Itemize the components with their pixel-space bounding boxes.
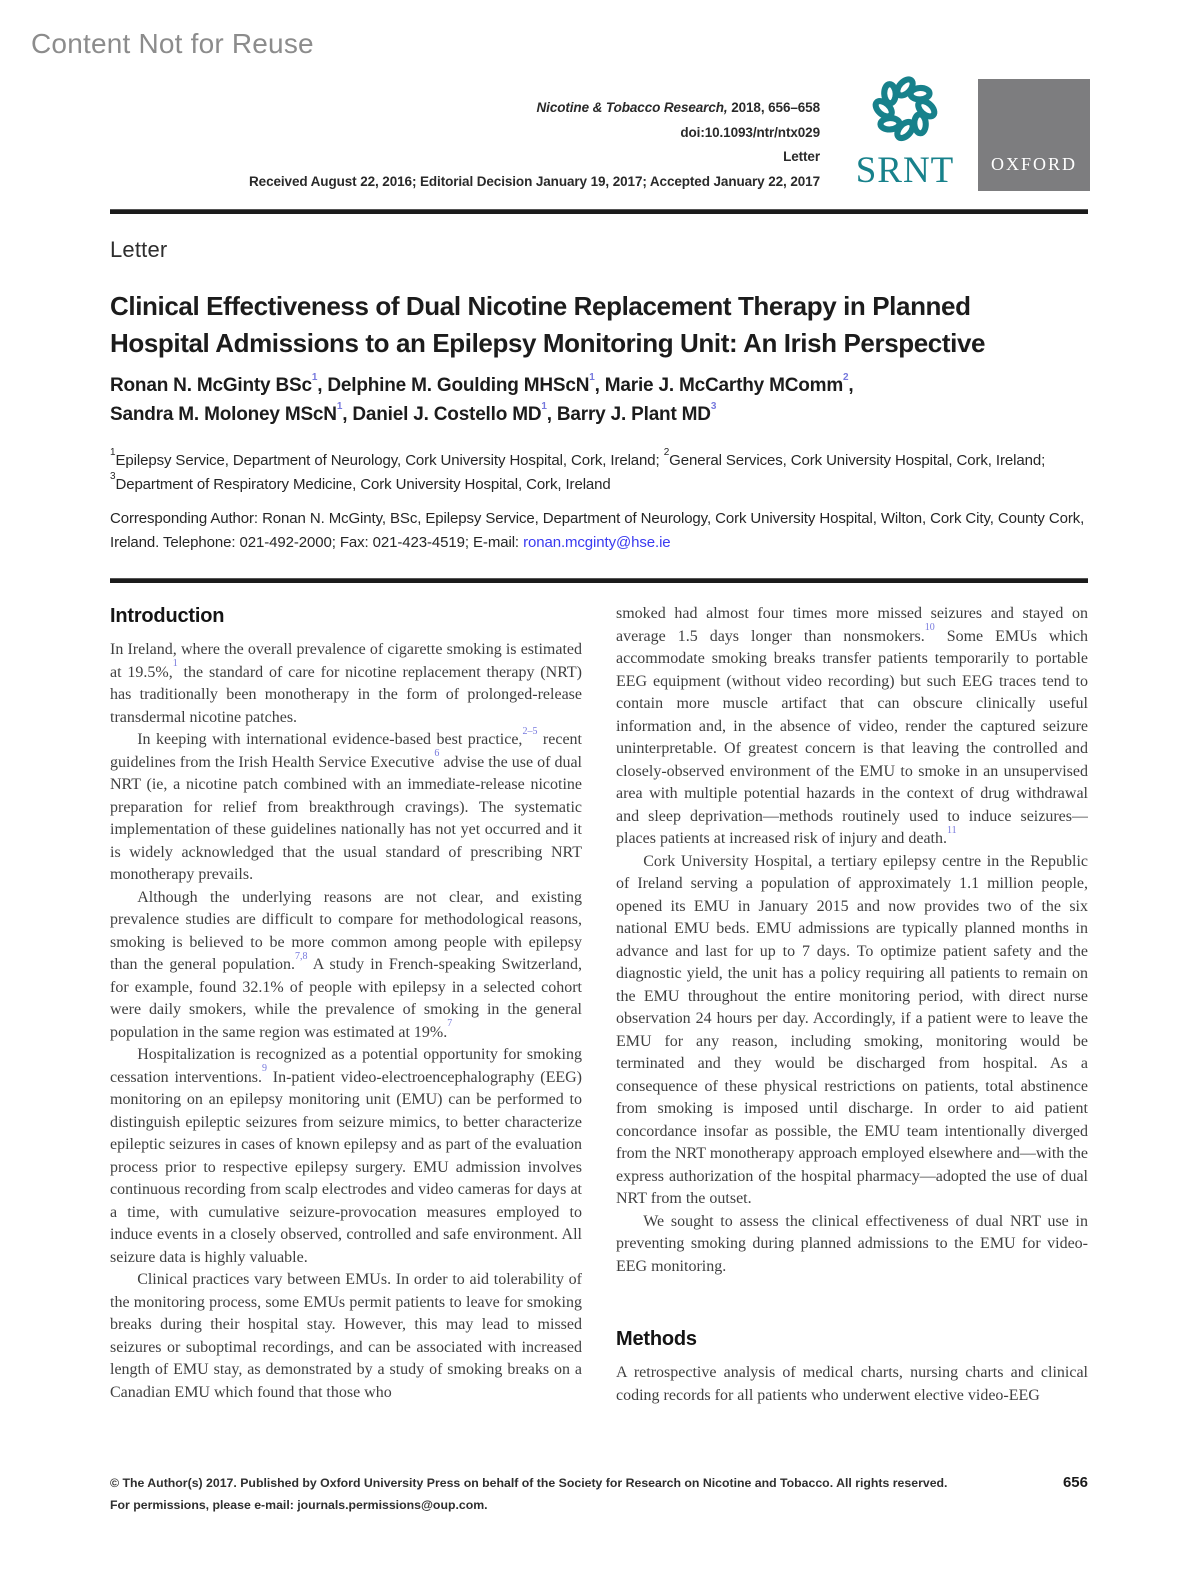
body-paragraph — [110, 887, 582, 1045]
text-run: Clinical practices vary between EMUs. In order to aid tolerability of the monitoring process, some EMUs permit patients to leave for smoking breaks during their hospital stay. However, this may lead to missed seizures or suboptimal recordings, and can be associated with increased length of EMU stay, as demonstrated by a study of smoking breaks on a Canadian EMU which found that those who — [110, 1271, 582, 1401]
reference-superscript: 3 — [710, 400, 717, 412]
section-heading: Methods — [616, 1328, 697, 1350]
text-run: A retrospective analysis of medical charts, nursing charts and clinical coding records for all patients who underwent elective video-EEG — [616, 1364, 1088, 1404]
affiliation-superscript: 1 — [110, 447, 116, 458]
text-run: A study in French-speaking Switzerland, for example, found 32.1% of people with epilepsy in a selected cohort were daily smokers, while the prevalence of smoking in the general population in the same region was estimated at 19%. — [110, 956, 582, 1041]
reference-superscript: 1 — [311, 371, 318, 383]
article-title-line-2: Hospital Admissions to an Epilepsy Monitoring Unit: An Irish Perspective — [110, 328, 986, 358]
affiliation-superscript: 2 — [663, 447, 670, 458]
affiliations — [110, 449, 1090, 496]
text-run: Although the underlying reasons are not clear, and existing prevalence studies are difficult to compare for methodological reasons, smoking is believed to be more common among people with epilepsy than the general population. — [110, 888, 582, 973]
text-run: Corresponding Author: Ronan N. McGinty, BSc, Epilepsy Service, Department of Neurology, Cork University Hospital, Wilton, Cork City, County Cork, Ireland. Telephone: 021-492-2000; Fax: 021-423-4519; E-mail: — [110, 510, 1085, 551]
permissions-line: For permissions, please e-mail: journals.permissions@oup.com. — [110, 1498, 488, 1512]
text-run: Some EMUs which accommodate smoking breaks transfer patients temporarily to portable EEG equipment (without video recording) but such EEG traces tend to contain more muscle artifact that can obscure clinically useful information and, in the absence of video, render the captured seizure uninterpretable. Of greatest concern is that leaving the controlled and closely-observed environment of the EMU to smoke in an unsupervised area with multiple potential hazards in the context of drug withdrawal and sleep deprivation—methods routinely used to induce seizures—places patients at increased risk of injury and death. — [616, 627, 1088, 847]
author-line — [110, 400, 1120, 429]
reference-superscript: 1 — [541, 400, 547, 412]
oxford-logo-text: OXFORD — [990, 154, 1077, 174]
srnt-logo-text: SRNT — [855, 150, 955, 191]
text-run: In keeping with international evidence-based best practice, — [137, 731, 523, 748]
body-column-right — [616, 603, 1088, 1445]
reference-superscript: 6 — [434, 748, 440, 760]
reference-superscript: 10 — [924, 622, 935, 634]
reference-superscript: 7 — [447, 1018, 453, 1030]
text-run: We sought to assess the clinical effectiveness of dual NRT use in preventing smoking during planned admissions to the EMU for video-EEG monitoring. — [616, 1212, 1088, 1275]
page-number: 656 — [1062, 1474, 1088, 1491]
content-not-for-reuse-watermark: Content Not for Reuse — [31, 28, 314, 59]
reference-superscript: 1 — [172, 658, 178, 670]
section-heading: Introduction — [110, 605, 225, 627]
text-run: , Delphine M. Goulding MHScN — [317, 375, 590, 396]
body-paragraph — [110, 1269, 582, 1404]
journal-name: Nicotine & Tobacco Research, — [536, 100, 728, 115]
text-run: In Ireland, where the overall prevalence of cigarette smoking is estimated at 19.5%, — [110, 641, 582, 681]
text-run: smoked had almost four times more missed seizures and stayed on average 1.5 days longer than nonsmokers. — [616, 605, 1088, 645]
reference-superscript: 2 — [843, 371, 849, 383]
text-run: Epilepsy Service, Department of Neurology, Cork University Hospital, Cork, Ireland; — [115, 452, 664, 469]
body-paragraph — [616, 1211, 1088, 1279]
dates-line: Received August 22, 2016; Editorial Decision January 19, 2017; Accepted January 22, 2017 — [249, 173, 820, 189]
oxford-university-press-logo — [978, 79, 1090, 191]
journal-citation-line — [220, 96, 820, 121]
text-run: recent guidelines from the Irish Health Service Executive — [110, 731, 582, 771]
text-run: Cork University Hospital, a tertiary epilepsy centre in the Republic of Ireland serving a population of approximately 1.1 million people, opened its EMU in January 2015 and now provides two of the six national EMU beds. EMU admissions are typically planned months in advance and last for up to 7 days. To optimize patient safety and the diagnostic yield, the unit has a policy requiring all patients to remain on the EMU throughout the entire monitoring period, with direct nurse observation 24 hours per day. Accordingly, if a patient were to leave the EMU for any reason, including smoking, monitoring would be terminated and they would be discharged from hospital. As a consequence of these physical restrictions on patients, total abstinence from smoking is imposed until discharge. In order to aid patient concordance insofar as possible, the EMU team intentionally diverged from the NRT monotherapy approach employed elsewhere and—with the express authorization of the hospital pharmacy—adopted the use of dual NRT from the outset. — [616, 852, 1088, 1207]
body-paragraph — [110, 725, 582, 887]
body-paragraph — [616, 603, 1088, 851]
srnt-chain-emblem-icon — [867, 72, 943, 150]
srnt-logo — [846, 72, 964, 198]
body-paragraph — [616, 1362, 1088, 1407]
text-run: Hospitalization is recognized as a potential opportunity for smoking cessation interventions. — [110, 1046, 582, 1086]
author-list — [110, 371, 1120, 429]
body-column-left — [110, 603, 582, 1445]
doi-line: doi:10.1093/ntr/ntx029 — [680, 124, 820, 140]
text-run: Ronan N. McGinty BSc — [110, 375, 312, 396]
journal-volume-pages: 2018, 656–658 — [727, 100, 820, 115]
email-link[interactable]: ronan.mcginty@hse.ie — [523, 533, 671, 551]
text-run: , Marie J. McCarthy MComm — [594, 375, 844, 396]
reference-superscript: 7,8 — [294, 950, 308, 962]
text-run: Department of Respiratory Medicine, Cork University Hospital, Cork, Ireland — [115, 475, 611, 493]
corresponding-author — [110, 507, 1090, 554]
body-paragraph — [110, 1044, 582, 1269]
article-type-kicker: Letter — [110, 237, 168, 262]
affiliation-superscript: 3 — [110, 470, 116, 482]
copyright-line: © The Author(s) 2017. Published by Oxford University Press on behalf of the Society for Research on Nicotine and Tobacco. All rights reserved. — [110, 1476, 948, 1490]
body-paragraph — [616, 851, 1088, 1211]
article-type-line: Letter — [783, 149, 820, 164]
text-run: , Daniel J. Costello MD — [342, 404, 542, 425]
reference-superscript: 9 — [261, 1063, 267, 1075]
text-run: , Barry J. Plant MD — [546, 404, 711, 425]
reference-superscript: 2–5 — [522, 725, 538, 737]
text-run: In-patient video-electroencephalography (EEG) monitoring on an epilepsy monitoring unit (EMU) can be performed to distinguish epileptic seizures from seizure mimics, to better characterize epileptic seizures in cases of known epilepsy and as part of the evaluation process prior to respective epilepsy surgery. EMU admission involves continuous recording from scalp electrodes and video cameras for days at a time, with cumulative seizure-provocation measures employed to induce events in a closely observed, controlled and safe environment. All seizure data is highly valuable. — [110, 1068, 582, 1266]
author-line — [110, 371, 1120, 400]
text-run: Sandra M. Moloney MScN — [110, 404, 337, 425]
reference-superscript: 1 — [589, 371, 595, 383]
text-run: the standard of care for nicotine replacement therapy (NRT) has traditionally been monotherapy in the form of prolonged-release transdermal nicotine patches. — [110, 663, 582, 726]
title-block-rule — [110, 578, 1088, 583]
text-run: , — [848, 375, 854, 396]
text-run: advise the use of dual NRT (ie, a nicotine patch combined with an immediate-release nicotine preparation for relief from breakthrough cravings). The systematic implementation of these guidelines nationally has not yet occurred and it is widely acknowledged that the usual standard of prescribing NRT monotherapy prevails. — [110, 753, 582, 883]
header-rule — [110, 209, 1088, 214]
journal-masthead — [220, 96, 820, 194]
reference-superscript: 1 — [336, 400, 343, 412]
article-title-line-1: Clinical Effectiveness of Dual Nicotine Replacement Therapy in Planned — [110, 291, 971, 321]
page-footer — [110, 1472, 1088, 1516]
text-run: General Services, Cork University Hospital, Cork, Ireland; — [669, 452, 1046, 469]
body-paragraph — [110, 639, 582, 729]
reference-superscript: 11 — [947, 824, 957, 836]
article-title — [110, 288, 1120, 362]
